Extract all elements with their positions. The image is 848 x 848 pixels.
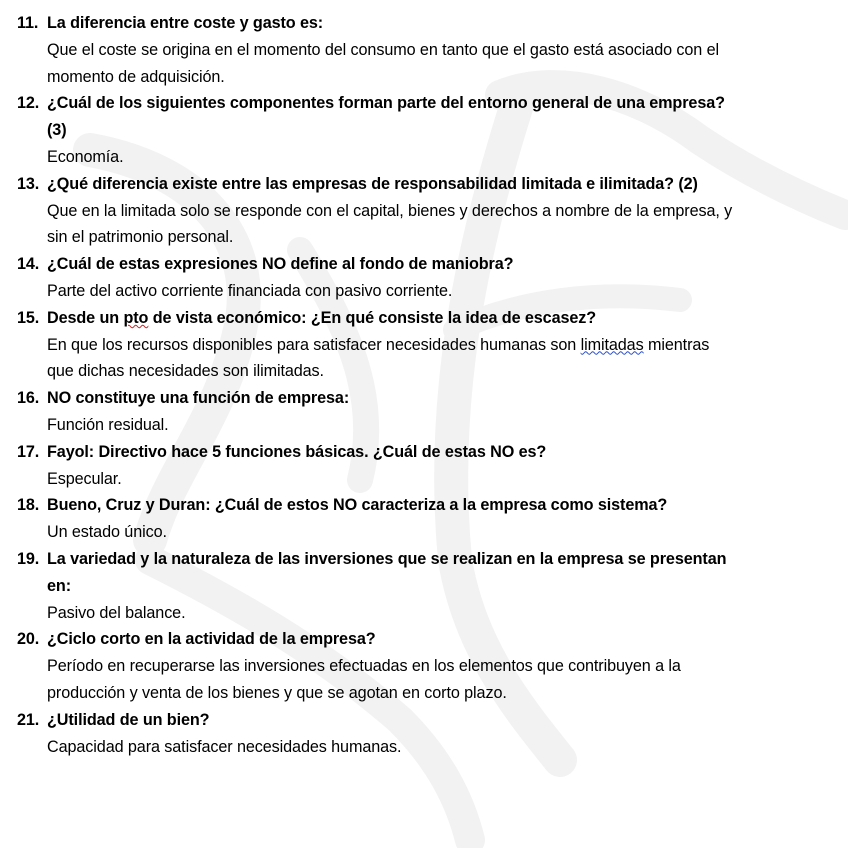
question-body (47, 546, 737, 626)
question-text: ¿Cuál de estas expresiones NO define al fondo de maniobra? (47, 255, 514, 274)
question-text: NO constituye una función de empresa: (47, 389, 350, 408)
question-body (47, 305, 737, 385)
question-16 (17, 385, 737, 439)
question-21 (17, 707, 737, 761)
qa-document (17, 10, 737, 760)
question-17 (17, 439, 737, 493)
question-11 (17, 10, 737, 90)
answer-text-end: mientras que dichas necesidades son ilimitadas. (47, 335, 710, 381)
answer-text: Parte del activo corriente financiada con pasivo corriente. (47, 281, 453, 300)
question-text (47, 305, 737, 332)
question-text: La variedad y la naturaleza de las inversiones que se realizan en la empresa se presentan en: (47, 549, 727, 595)
answer-text (47, 332, 737, 386)
answer-text: Capacidad para satisfacer necesidades humanas. (47, 737, 402, 756)
question-text-end: de vista económico: ¿En qué consiste la idea de escasez? (152, 308, 597, 327)
question-body (47, 439, 737, 493)
answer-text: Pasivo del balance. (47, 603, 186, 622)
question-text: ¿Qué diferencia existe entre las empresas de responsabilidad limitada e ilimitada? (2) (47, 174, 698, 193)
answer-text: Especular. (47, 469, 122, 488)
answer-text: Que en la limitada solo se responde con el capital, bienes y derechos a nombre de la empresa, y sin el patrimonio personal. (47, 201, 733, 247)
question-body (47, 10, 737, 90)
question-20 (17, 626, 737, 706)
question-15 (17, 305, 737, 385)
question-14 (17, 251, 737, 305)
question-number: 21. (17, 710, 40, 729)
question-body (47, 171, 737, 251)
question-number: 11. (17, 14, 39, 32)
question-number: 14. (17, 255, 40, 274)
question-number: 17. (17, 442, 40, 461)
question-number: 18. (17, 496, 40, 515)
answer-text: Período en recuperarse las inversiones efectuadas en los elementos que contribuyen a la producción y venta de los bienes y que se agotan en corto plazo. (47, 657, 681, 702)
question-12 (17, 90, 737, 170)
question-text-start: Desde un (47, 308, 120, 327)
question-number: 20. (17, 630, 40, 649)
question-number: 16. (17, 389, 40, 408)
question-text: ¿Utilidad de un bien? (47, 710, 210, 729)
question-text: ¿Cuál de los siguientes componentes forman parte del entorno general de una empresa? (3) (47, 94, 725, 140)
answer-text: Un estado único. (47, 523, 167, 542)
question-number: 19. (17, 549, 40, 568)
question-text: La diferencia entre coste y gasto es: (47, 14, 324, 32)
question-number: 12. (17, 94, 40, 113)
question-body (47, 626, 737, 706)
question-body (47, 707, 737, 761)
question-text: Fayol: Directivo hace 5 funciones básicas. ¿Cuál de estas NO es? (47, 442, 547, 461)
question-body (47, 385, 737, 439)
answer-text: Economía. (47, 147, 124, 166)
question-body (47, 251, 737, 305)
question-13 (17, 171, 737, 251)
question-text: Bueno, Cruz y Duran: ¿Cuál de estos NO caracteriza a la empresa como sistema? (47, 496, 668, 515)
question-19 (17, 546, 737, 626)
answer-text: Función residual. (47, 415, 169, 434)
question-number: 15. (17, 308, 40, 327)
answer-text-start: En que los recursos disponibles para satisfacer necesidades humanas son (47, 335, 577, 354)
question-body (47, 90, 737, 170)
question-number: 13. (17, 174, 40, 193)
answer-text: Que el coste se origina en el momento del consumo en tanto que el gasto está asociado con el momento de adquisición. (47, 40, 720, 86)
spelling-flag-word[interactable]: pto (123, 308, 149, 327)
question-body (47, 492, 737, 546)
question-text: ¿Ciclo corto en la actividad de la empresa? (47, 630, 376, 649)
grammar-flag-word[interactable]: limitadas (580, 335, 644, 354)
question-18 (17, 492, 737, 546)
